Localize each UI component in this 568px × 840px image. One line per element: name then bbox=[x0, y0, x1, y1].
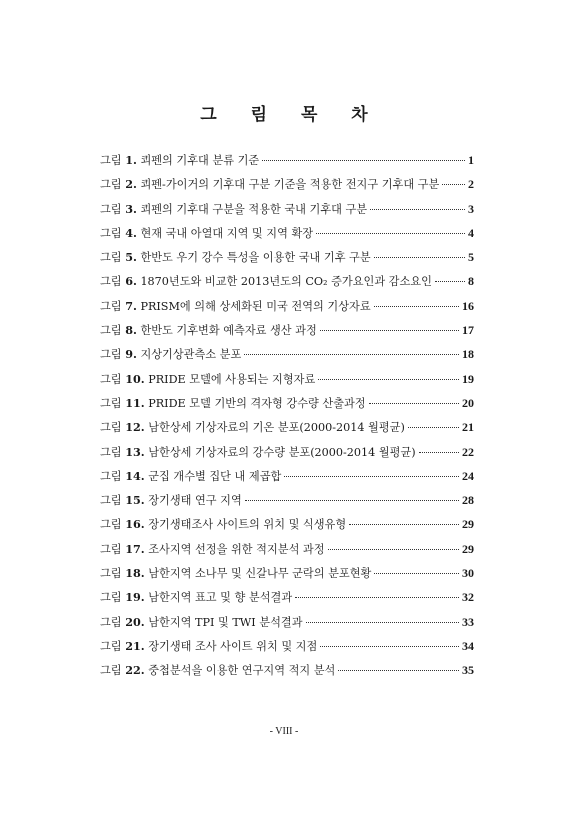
dot-leader bbox=[320, 330, 459, 331]
dot-leader bbox=[295, 597, 459, 598]
toc-entry[interactable] bbox=[100, 492, 474, 516]
toc-entry-number: 3. bbox=[125, 201, 137, 216]
dot-leader bbox=[442, 184, 465, 185]
toc-entry-label bbox=[100, 589, 292, 605]
dot-leader bbox=[320, 646, 459, 647]
toc-entry[interactable] bbox=[100, 346, 474, 370]
toc-entry-page: 5 bbox=[468, 250, 474, 265]
toc-entry-label bbox=[100, 565, 371, 581]
toc-entry-prefix: 그림 bbox=[100, 396, 122, 410]
page-number: - VIII - bbox=[269, 726, 299, 737]
toc-entry-number: 8. bbox=[125, 323, 137, 338]
dot-leader bbox=[435, 281, 465, 282]
toc-entry-label bbox=[100, 541, 325, 557]
toc-entry[interactable] bbox=[100, 176, 474, 200]
toc-entry-page: 24 bbox=[462, 468, 474, 483]
toc-entry-number: 6. bbox=[125, 274, 137, 289]
toc-entry-label bbox=[100, 176, 439, 192]
toc-entry-caption: 1870년도와 비교한 2013년도의 CO₂ 증가요인과 감소요인 bbox=[140, 275, 432, 289]
toc-entry[interactable] bbox=[100, 444, 474, 468]
toc-entry-label bbox=[100, 516, 346, 532]
toc-entry-prefix: 그림 bbox=[100, 445, 122, 459]
toc-entry-page: 3 bbox=[468, 201, 474, 216]
toc-entry-page: 33 bbox=[462, 614, 474, 629]
toc-entry-caption: 장기생태 조사 사이트 위치 및 지점 bbox=[148, 639, 318, 653]
dot-leader bbox=[245, 500, 459, 501]
toc-entry[interactable] bbox=[100, 298, 474, 322]
dot-leader bbox=[374, 306, 459, 307]
toc-entry-prefix: 그림 bbox=[100, 469, 122, 483]
toc-entry[interactable] bbox=[100, 249, 474, 273]
toc-entry-caption: 쾨펜-가이거의 기후대 구분 기준을 적용한 전지구 기후대 구분 bbox=[140, 178, 440, 192]
toc-entry-prefix: 그림 bbox=[100, 275, 122, 289]
toc-entry-number: 19. bbox=[125, 590, 145, 605]
toc-entry-caption: 남한지역 표고 및 향 분석결과 bbox=[148, 591, 293, 605]
toc-entry-prefix: 그림 bbox=[100, 348, 122, 362]
toc-entry[interactable] bbox=[100, 541, 474, 565]
toc-entry-caption: 한반도 기후변화 예측자료 생산 과정 bbox=[140, 324, 317, 338]
toc-entry-number: 17. bbox=[125, 541, 145, 556]
toc-entry-prefix: 그림 bbox=[100, 494, 122, 508]
toc-entry-page: 1 bbox=[468, 153, 474, 167]
toc-entry-caption: 군집 개수별 집단 내 제곱합 bbox=[148, 469, 282, 483]
toc-entry-prefix: 그림 bbox=[100, 178, 122, 192]
toc-entry-caption: 현재 국내 아열대 지역 및 지역 확장 bbox=[140, 226, 314, 240]
toc-entry-prefix: 그림 bbox=[100, 202, 122, 216]
dot-leader bbox=[338, 670, 459, 671]
toc-entry[interactable] bbox=[100, 589, 474, 613]
dot-leader bbox=[262, 160, 465, 161]
toc-entry-number: 10. bbox=[125, 371, 145, 386]
toc-entry-caption: PRIDE 모델에 사용되는 지형자료 bbox=[148, 372, 316, 386]
dot-leader bbox=[316, 233, 465, 234]
toc-entry-number: 12. bbox=[125, 420, 145, 435]
toc-entry-page: 29 bbox=[462, 517, 474, 532]
toc-entry-label bbox=[100, 322, 317, 338]
toc-entry-caption: 남한지역 소나무 및 신갈나무 군락의 분포현황 bbox=[148, 567, 372, 581]
toc-entry-page: 32 bbox=[462, 590, 474, 605]
toc-entry-number: 11. bbox=[125, 395, 145, 410]
table-of-figures bbox=[100, 152, 474, 687]
toc-entry[interactable] bbox=[100, 614, 474, 638]
toc-entry-label bbox=[100, 225, 313, 241]
toc-entry-number: 16. bbox=[125, 517, 145, 532]
toc-entry-label bbox=[100, 444, 416, 460]
toc-entry-caption: 한반도 우기 강수 특성을 이용한 국내 기후 구분 bbox=[140, 251, 371, 265]
toc-entry-caption: 중첩분석을 이용한 연구지역 적지 분석 bbox=[148, 664, 336, 678]
toc-entry-caption: 남한상세 기상자료의 기온 분포(2000-2014 월평균) bbox=[148, 421, 405, 435]
toc-entry-page: 17 bbox=[462, 323, 474, 338]
toc-entry-number: 22. bbox=[125, 663, 145, 678]
toc-entry-page: 35 bbox=[462, 663, 474, 678]
dot-leader bbox=[419, 452, 459, 453]
toc-entry-label bbox=[100, 395, 366, 411]
toc-entry-number: 5. bbox=[125, 250, 137, 265]
dot-leader bbox=[370, 209, 465, 210]
toc-entry-page: 22 bbox=[462, 444, 474, 459]
toc-entry-number: 15. bbox=[125, 493, 145, 508]
toc-entry-label bbox=[100, 371, 315, 387]
toc-entry-page: 19 bbox=[462, 371, 474, 386]
toc-entry-caption: 쾨펜의 기후대 분류 기준 bbox=[140, 154, 260, 167]
toc-entry-page: 8 bbox=[468, 274, 474, 289]
dot-leader bbox=[349, 524, 459, 525]
toc-entry-number: 2. bbox=[125, 177, 137, 192]
toc-entry-page: 16 bbox=[462, 298, 474, 313]
toc-entry-caption: 쾨펜의 기후대 구분을 적용한 국내 기후대 구분 bbox=[140, 202, 368, 216]
toc-entry-number: 14. bbox=[125, 468, 145, 483]
toc-entry-prefix: 그림 bbox=[100, 324, 122, 338]
dot-leader bbox=[369, 403, 459, 404]
page-title: 그 림 목 차 bbox=[200, 105, 382, 125]
toc-entry-prefix: 그림 bbox=[100, 154, 122, 167]
toc-entry-prefix: 그림 bbox=[100, 421, 122, 435]
toc-entry-prefix: 그림 bbox=[100, 591, 122, 605]
toc-entry-caption: 장기생태 연구 지역 bbox=[148, 494, 242, 508]
toc-entry[interactable] bbox=[100, 468, 474, 492]
toc-entry-label bbox=[100, 346, 241, 362]
toc-entry-page: 21 bbox=[462, 420, 474, 435]
toc-entry-number: 13. bbox=[125, 444, 145, 459]
toc-entry-label bbox=[100, 152, 259, 168]
toc-entry-number: 21. bbox=[125, 638, 145, 653]
toc-entry[interactable] bbox=[100, 273, 474, 297]
toc-entry-prefix: 그림 bbox=[100, 226, 122, 240]
dot-leader bbox=[318, 379, 459, 380]
toc-entry-prefix: 그림 bbox=[100, 664, 122, 678]
toc-entry-label bbox=[100, 662, 335, 678]
toc-entry-label bbox=[100, 273, 432, 289]
toc-entry-caption: 조사지역 선정을 위한 적지분석 과정 bbox=[148, 542, 325, 556]
toc-entry[interactable] bbox=[100, 565, 474, 589]
toc-entry-prefix: 그림 bbox=[100, 639, 122, 653]
toc-entry-label bbox=[100, 492, 242, 508]
toc-entry-page: 34 bbox=[462, 638, 474, 653]
toc-entry-number: 7. bbox=[125, 298, 137, 313]
toc-entry-page: 2 bbox=[468, 177, 474, 192]
toc-entry[interactable] bbox=[100, 638, 474, 662]
toc-entry-prefix: 그림 bbox=[100, 372, 122, 386]
toc-entry-label bbox=[100, 638, 317, 654]
toc-entry-number: 4. bbox=[125, 225, 137, 240]
dot-leader bbox=[374, 573, 459, 574]
toc-entry-label bbox=[100, 614, 303, 630]
toc-entry-prefix: 그림 bbox=[100, 567, 122, 581]
dot-leader bbox=[408, 427, 459, 428]
toc-entry-page: 4 bbox=[468, 225, 474, 240]
toc-entry-label bbox=[100, 468, 281, 484]
toc-entry-page: 30 bbox=[462, 566, 474, 581]
toc-entry-caption: 지상기상관측소 분포 bbox=[140, 348, 242, 362]
toc-entry-page: 28 bbox=[462, 493, 474, 508]
toc-entry[interactable] bbox=[100, 516, 474, 540]
toc-entry-prefix: 그림 bbox=[100, 251, 122, 265]
toc-entry-caption: PRISM에 의해 상세화된 미국 전역의 기상자료 bbox=[140, 299, 371, 313]
toc-entry-page: 18 bbox=[462, 347, 474, 362]
toc-entry-caption: 남한지역 TPI 및 TWI 분석결과 bbox=[148, 615, 303, 629]
toc-entry-caption: 장기생태조사 사이트의 위치 및 식생유형 bbox=[148, 518, 347, 532]
toc-entry[interactable] bbox=[100, 201, 474, 225]
toc-entry-number: 1. bbox=[125, 153, 137, 167]
dot-leader bbox=[284, 476, 459, 477]
toc-entry-caption: 남한상세 기상자료의 강수량 분포(2000-2014 월평균) bbox=[148, 445, 416, 459]
dot-leader bbox=[306, 622, 460, 623]
toc-entry-label bbox=[100, 249, 371, 265]
toc-entry[interactable] bbox=[100, 371, 474, 395]
toc-entry[interactable] bbox=[100, 152, 474, 176]
toc-entry-prefix: 그림 bbox=[100, 542, 122, 556]
toc-entry-number: 20. bbox=[125, 614, 145, 629]
toc-entry[interactable] bbox=[100, 419, 474, 443]
toc-entry[interactable] bbox=[100, 395, 474, 419]
toc-entry[interactable] bbox=[100, 322, 474, 346]
toc-entry-number: 18. bbox=[125, 566, 145, 581]
toc-entry-label bbox=[100, 201, 367, 217]
toc-entry-label bbox=[100, 419, 405, 435]
toc-entry-caption: PRIDE 모델 기반의 격자형 강수량 산출과정 bbox=[148, 396, 366, 410]
dot-leader bbox=[374, 257, 465, 258]
dot-leader bbox=[328, 549, 459, 550]
toc-entry[interactable] bbox=[100, 662, 474, 686]
toc-entry-prefix: 그림 bbox=[100, 518, 122, 532]
toc-entry[interactable] bbox=[100, 225, 474, 249]
toc-entry-number: 9. bbox=[125, 347, 137, 362]
toc-entry-prefix: 그림 bbox=[100, 615, 122, 629]
toc-entry-prefix: 그림 bbox=[100, 299, 122, 313]
toc-entry-label bbox=[100, 298, 371, 314]
toc-entry-page: 29 bbox=[462, 541, 474, 556]
dot-leader bbox=[244, 354, 459, 355]
toc-entry-page: 20 bbox=[462, 395, 474, 410]
